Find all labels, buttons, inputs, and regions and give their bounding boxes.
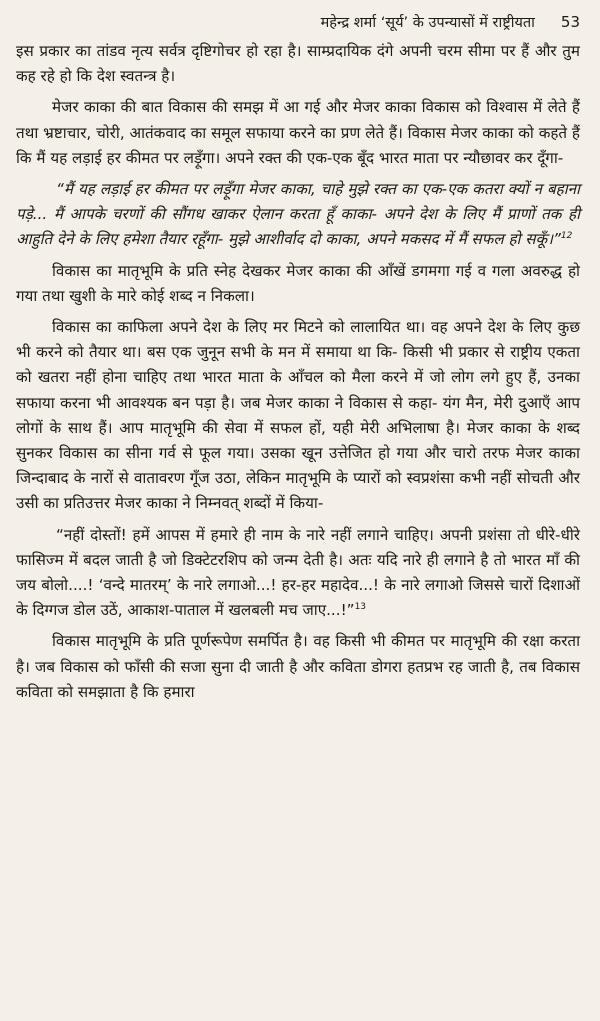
paragraph-text: मेजर काका की बात विकास की समझ में आ गई और मेजर काका विकास को विश्वास में लेते हैं तथा भ्रष्टाचार, चोरी, आतंकवाद का समूल सफाया करने का प्रण लेते हैं। विकास मेजर काका को कहते हैं कि मैं यह लड़ाई हर कीमत पर लड़ूँगा। अपने रक्त की एक-एक बूँद भारत माता पर न्यौछावर कर दूँगा-: [16, 98, 580, 167]
paragraph-text: इस प्रकार का तांडव नृत्य सर्वत्र दृष्टिगोचर हो रहा है। साम्प्रदायिक दंगे अपनी चरम सीमा पर हैं और तुम कह रहे हो कि देश स्वतन्त्र है।: [16, 42, 580, 86]
body-text: [16, 39, 580, 705]
running-header: [16, 10, 580, 35]
paragraph-2: [16, 95, 580, 171]
paragraph-3: [16, 259, 580, 309]
paragraph-text: विकास का मातृभूमि के प्रति स्नेह देखकर मेजर काका की आँखें डगमगा गई व गला अवरुद्ध हो गया तथा खुशी के मारे कोई शब्द न निकला।: [16, 261, 580, 305]
footnote-ref-13: 13: [354, 602, 367, 613]
quotation-2: [16, 523, 580, 624]
paragraph-5: [16, 629, 580, 705]
quotation-1: [16, 177, 580, 253]
paragraph-text: विकास मातृभूमि के प्रति पूर्णरूपेण समर्पित है। वह किसी भी कीमत पर मातृभूमि की रक्षा करता है। जब विकास को फाँसी की सजा सुना दी जाती है और कविता डोगरा हतप्रभ रह जाती है, तब विकास कविता को समझाता है कि हमारा: [16, 632, 580, 701]
running-header-title: महेन्द्र शर्मा ‘सूर्य’ के उपन्यासों में राष्ट्रीयता: [320, 15, 535, 31]
paragraph-1: [16, 39, 580, 89]
paragraph-4: [16, 315, 580, 517]
footnote-ref-12: 12: [560, 231, 573, 242]
quotation-text: “नहीं दोस्तों! हमें आपस में हमारे ही नाम के नारे नहीं लगाने चाहिए। अपनी प्रशंसा तो धीरे-धीरे फासिज्म में बदल जाती है जो डिक्टेटरशिप को जन्म देती है। अतः यदि नारे ही लगाने है तो भारत माँ की जय बोलो....! ‘वन्दे मातरम्’ के नारे लगाओ...! हर-हर महादेव...! के नारे लगाओ जिससे चारों दिशाओं के दिग्गज डोल उठें, आकाश-पाताल में खलबली मच जाए...!”: [16, 525, 580, 620]
paragraph-text: विकास का काफिला अपने देश के लिए मर मिटने को लालायित था। वह अपने देश के लिए कुछ भी करने को तैयार था। बस एक जुनून सभी के मन में समाया था कि- किसी भी प्रकार से राष्ट्रीय एकता को खतरा नहीं होना चाहिए तथा भारत माता के आँचल को मैला करने में जो लोग लगे हुए हैं, उनका सफाया करना भी आवश्यक बन पड़ा है। जब मेजर काका ने विकास से कहा- यंग मैन, मेरी दुआएँ आप लोगों के साथ हैं। आप मातृभूमि की सेवा में सफल हों, यही मेरी अभिलाषा है। मेजर काका के शब्द सुनकर विकास का सीना गर्व से फूल गया। उसका खून उत्तेजित हो गया और चारो तरफ मेजर काका जिन्दाबाद के नारों से वातावरण गूँज उठा, लेकिन मातृभूमि के प्यारों को स्वप्रशंसा कभी नहीं सोचती और उसी का प्रतिउत्तर मेजर काका ने निम्नवत् शब्दों में किया-: [16, 318, 580, 513]
page-number: 53: [560, 13, 580, 31]
quotation-text: “मैं यह लड़ाई हर कीमत पर लड़ूँगा मेजर काका, चाहे मुझे रक्त का एक-एक कतरा क्यों न बहाना पड़े... मैं आपके चरणों की सौंगध खाकर ऐलान करता हूँ काका- अपने देश के लिए मैं प्राणों तक ही आहुति देने के लिए हमेशा तैयार रहूँगा- मुझे आशीर्वाद दो काका, अपने मकसद में मैं सफल हो सकूँ।”: [16, 180, 580, 249]
